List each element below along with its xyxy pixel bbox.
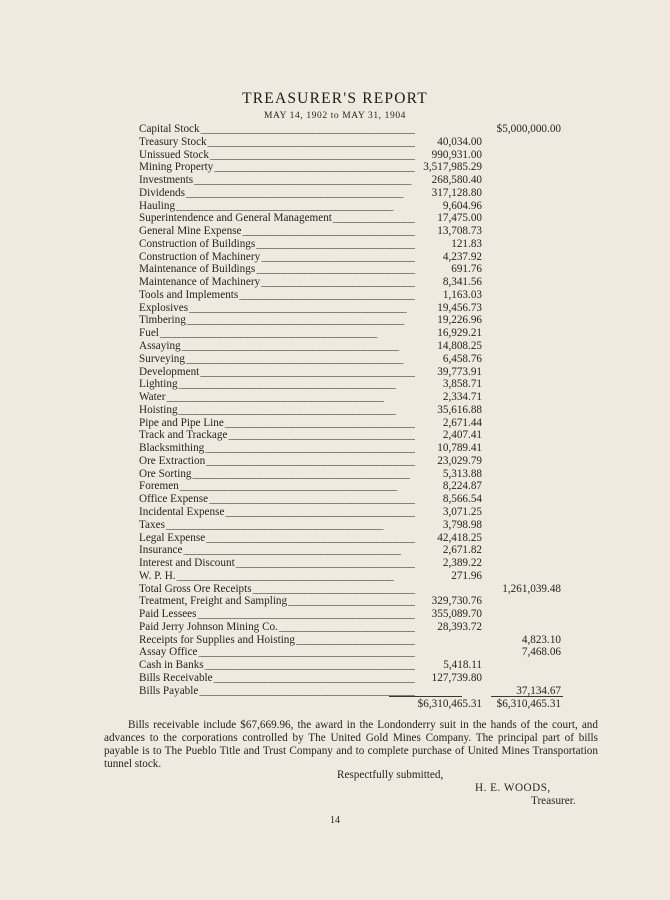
- ledger-row: [139, 455, 599, 468]
- ledger-row-label: Development _ _ _: [139, 366, 415, 379]
- ledger-row-debit: 19,226.96: [437, 314, 482, 327]
- ledger-row-label: Legal Expense _ _ _: [139, 532, 415, 545]
- ledger-row-label: Track and Trackage _ _ _: [139, 429, 415, 442]
- ledger-row-label: Explosives _ _ _: [139, 302, 415, 315]
- ledger-row: [139, 519, 599, 532]
- ledger-row-debit: 2,334.71: [442, 391, 482, 404]
- ledger-row-debit: 990,931.00: [431, 148, 482, 161]
- ledger-row: [139, 187, 599, 200]
- ledger-row-debit: 691.76: [451, 263, 482, 276]
- ledger-row: [139, 276, 599, 289]
- ledger-row-debit: 127,739.80: [431, 671, 482, 684]
- ledger-row-debit: 121.83: [451, 237, 482, 250]
- ledger-row-debit: 317,128.80: [431, 186, 482, 199]
- ledger-row-debit: 35,616.88: [437, 403, 482, 416]
- ledger-row: [139, 634, 599, 647]
- ledger-row-label: Treasury Stock _ _ _: [139, 136, 415, 149]
- ledger-row: [139, 238, 599, 251]
- ledger-row: [139, 493, 599, 506]
- ledger-row-debit: 5,418.11: [443, 659, 482, 672]
- ledger-row-label: Mining Property _ _ _: [139, 161, 415, 174]
- ledger-row-label: Surveying _ _ _: [139, 353, 415, 366]
- ledger-row-debit: 271.96: [451, 569, 482, 582]
- ledger-row: [139, 608, 599, 621]
- ledger-row: [139, 506, 599, 519]
- ledger-row-debit: 2,671.44: [442, 416, 482, 429]
- ledger-row: [139, 429, 599, 442]
- ledger-row: [139, 302, 599, 315]
- ledger-row-debit: 329,730.76: [431, 595, 482, 608]
- ledger-row: [139, 136, 599, 149]
- ledger-row: [139, 251, 599, 264]
- ledger-row: [139, 174, 599, 187]
- ledger-row: [139, 263, 599, 276]
- ledger-row-label: Assay Office _ _ _: [139, 646, 415, 659]
- ledger-row-debit: 13,708.73: [437, 225, 482, 238]
- ledger-row-label: Pipe and Pipe Line _ _ _: [139, 417, 415, 430]
- ledger-row-debit: 23,029.79: [437, 454, 482, 467]
- ledger-row-debit: 2,671.82: [442, 544, 482, 557]
- ledger-row: [139, 646, 599, 659]
- ledger-row-debit: 19,456.73: [437, 301, 482, 314]
- ledger-row-label: Construction of Buildings _ _ _: [139, 238, 415, 251]
- ledger-row-debit: 28,393.72: [437, 620, 482, 633]
- ledger-row-debit: 8,341.56: [442, 276, 482, 289]
- ledger-row-debit: 3,071.25: [442, 505, 482, 518]
- ledger-row: [139, 149, 599, 162]
- ledger-row: [139, 289, 599, 302]
- ledger-row: [139, 123, 599, 136]
- ledger-row-label: Ore Extraction _ _ _: [139, 455, 415, 468]
- ledger-row-credit: 37,134.67: [516, 684, 561, 697]
- ledger-row-label: Paid Jerry Johnson Mining Co. _ _ _: [139, 621, 415, 634]
- ledger-row: [139, 200, 599, 213]
- ledger-row-label: Dividends _ _ _: [139, 187, 415, 200]
- ledger-row: [139, 340, 599, 353]
- report-period: MAY 14, 1902 to MAY 31, 1904: [263, 111, 407, 121]
- ledger-row-debit: 6,458.76: [442, 352, 482, 365]
- ledger-row-label: Hoisting _ _ _: [139, 404, 415, 417]
- report-title: TREASURER'S REPORT: [242, 90, 428, 107]
- ledger-row: [139, 327, 599, 340]
- signer-title: Treasurer.: [531, 795, 576, 807]
- ledger-row: [139, 659, 599, 672]
- ledger-row-label: Receipts for Supplies and Hoisting _ _ _: [139, 634, 415, 647]
- ledger-row: [139, 544, 599, 557]
- ledger-row-debit: 3,517,985.29: [423, 161, 482, 174]
- ledger-row-debit: 8,224.87: [442, 480, 482, 493]
- ledger-row: [139, 225, 599, 238]
- ledger-row-label: Hauling _ _ _: [139, 200, 415, 213]
- ledger-row-debit: 42,418.25: [437, 531, 482, 544]
- ledger-row-label: Ore Sorting _ _ _: [139, 468, 415, 481]
- ledger-row: [139, 378, 599, 391]
- ledger-row: [139, 532, 599, 545]
- ledger-row-debit: 2,407.41: [442, 429, 482, 442]
- page-number: 14: [330, 815, 340, 826]
- ledger-row-credit: 4,823.10: [521, 633, 561, 646]
- ledger-row-debit: 4,237.92: [442, 250, 482, 263]
- total-debit: $6,310,465.31: [417, 698, 482, 711]
- ledger-row-label: Treatment, Freight and Sampling _ _ _: [139, 595, 415, 608]
- ledger-row-label: Maintenance of Machinery _ _ _: [139, 276, 415, 289]
- ledger-row: [139, 417, 599, 430]
- ledger-row-label: Unissued Stock _ _ _: [139, 149, 415, 162]
- closing-line: Respectfully submitted,: [337, 769, 444, 781]
- ledger-row-debit: 39,773.91: [437, 365, 482, 378]
- ledger-row-label: Timbering _ _ _: [139, 314, 415, 327]
- ledger-row: [139, 583, 599, 596]
- ledger-row-label: Maintenance of Buildings _ _ _: [139, 263, 415, 276]
- ledger-row-debit: 3,858.71: [442, 378, 482, 391]
- ledger-row: [139, 404, 599, 417]
- ledger-row-debit: 355,089.70: [431, 608, 482, 621]
- signer-name: H. E. WOODS,: [475, 782, 551, 794]
- ledger-row-label: Fuel _ _ _: [139, 327, 415, 340]
- ledger-row-label: Interest and Discount _ _ _: [139, 557, 415, 570]
- ledger-row-label: Cash in Banks _ _ _: [139, 659, 415, 672]
- ledger-row-debit: 17,475.00: [437, 212, 482, 225]
- ledger-row: [139, 480, 599, 493]
- ledger-row-label: Insurance _ _ _: [139, 544, 415, 557]
- ledger-row: [139, 468, 599, 481]
- ledger-row-debit: 14,808.25: [437, 340, 482, 353]
- ledger-row-credit: 7,468.06: [521, 646, 561, 659]
- ledger-row-label: Paid Lessees _ _ _: [139, 608, 415, 621]
- ledger-row-label: General Mine Expense _ _ _: [139, 225, 415, 238]
- ledger-row-label: Taxes _ _ _: [139, 519, 415, 532]
- ledger-row-debit: 40,034.00: [437, 135, 482, 148]
- ledger-row-debit: 10,789.41: [437, 442, 482, 455]
- ledger-row: [139, 161, 599, 174]
- ledger-row-label: Total Gross Ore Receipts _ _ _: [139, 583, 415, 596]
- ledger-row-debit: 3,798.98: [442, 518, 482, 531]
- ledger-row-label: Investments _ _ _: [139, 174, 415, 187]
- ledger-row: [139, 353, 599, 366]
- explanatory-note: Bills receivable include $67,669.96, the award in the Londonderry suit in the hands of the court, and advances to the corporations controlled by The United Gold Mines Company. The principal part of bills payable is to The Pueblo Title and Trust Company and to complete purchase of United Mines Transportation tunnel stock.: [104, 719, 598, 770]
- ledger-row-credit: 1,261,039.48: [502, 582, 561, 595]
- ledger-totals: [139, 697, 599, 712]
- ledger-row-label: Construction of Machinery _ _ _: [139, 251, 415, 264]
- ledger-row-label: Lighting _ _ _: [139, 378, 415, 391]
- ledger-row-debit: 2,389.22: [442, 557, 482, 570]
- ledger-row-credit: $5,000,000.00: [496, 123, 561, 135]
- ledger-row-label: Bills Receivable _ _ _: [139, 672, 415, 685]
- ledger-row-label: Office Expense _ _ _: [139, 493, 415, 506]
- ledger-row-label: Water _ _ _: [139, 391, 415, 404]
- ledger-row-label: Tools and Implements _ _ _: [139, 289, 415, 302]
- ledger-row: [139, 621, 599, 634]
- ledger-row-debit: 9,604.96: [442, 199, 482, 212]
- ledger-row: [139, 391, 599, 404]
- ledger-row-label: Bills Payable _ _ _: [139, 685, 415, 698]
- ledger-row: [139, 442, 599, 455]
- ledger-row-label: Assaying _ _ _: [139, 340, 415, 353]
- ledger-row-label: Capital Stock _ _ _: [139, 123, 415, 136]
- total-credit: $6,310,465.31: [496, 698, 561, 711]
- ledger-row-label: Incidental Expense _ _ _: [139, 506, 415, 519]
- ledger-row-label: W. P. H. _ _ _: [139, 570, 415, 583]
- ledger-row: [139, 366, 599, 379]
- ledger-row-debit: 8,566.54: [442, 493, 482, 506]
- ledger-row: [139, 557, 599, 570]
- ledger-row-debit: 16,929.21: [437, 327, 482, 340]
- ledger-row: [139, 672, 599, 685]
- ledger-row-label: Blacksmithing _ _ _: [139, 442, 415, 455]
- ledger-row: [139, 212, 599, 225]
- ledger-row-label: Foremen _ _ _: [139, 480, 415, 493]
- ledger-table: [139, 123, 599, 712]
- ledger-row: [139, 570, 599, 583]
- ledger-row-debit: 5,313.88: [442, 467, 482, 480]
- ledger-row-debit: 1,163.03: [442, 288, 482, 301]
- ledger-row: [139, 595, 599, 608]
- ledger-row-debit: 268,580.40: [431, 174, 482, 187]
- ledger-row-label: Superintendence and General Management _ _ _: [139, 212, 415, 225]
- ledger-row: [139, 314, 599, 327]
